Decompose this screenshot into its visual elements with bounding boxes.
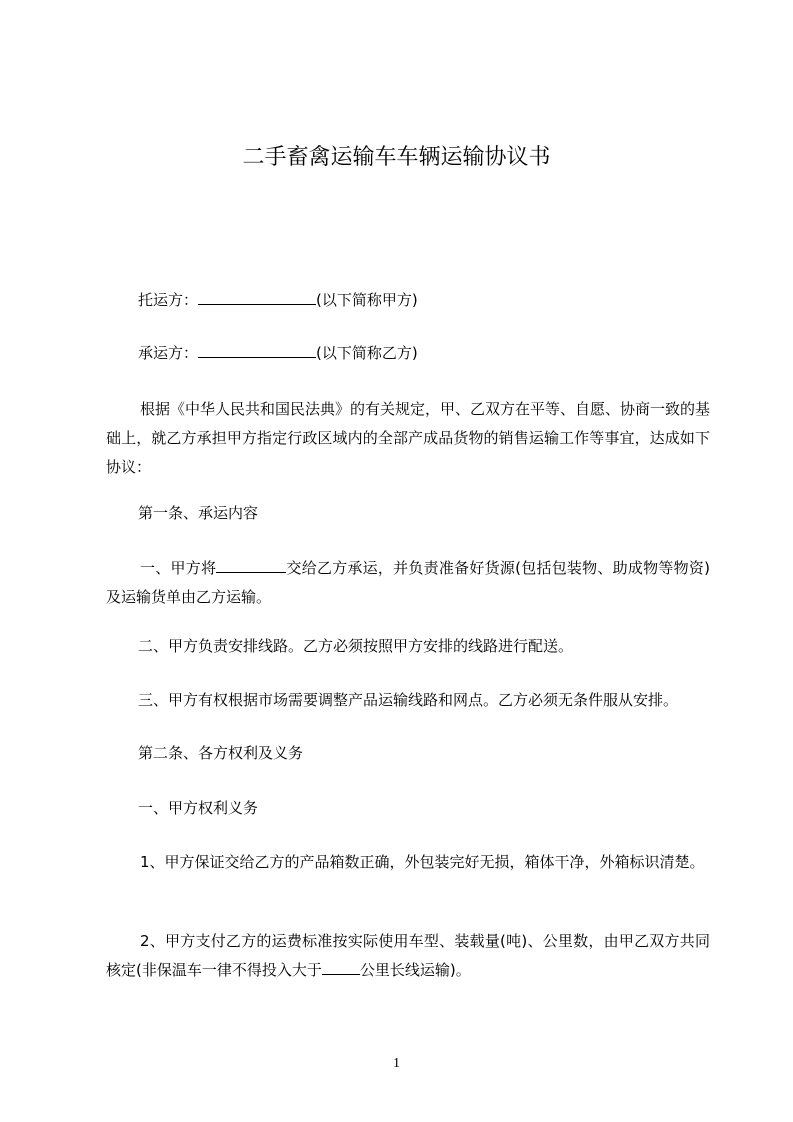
consignor-note: (以下简称甲方) xyxy=(316,291,418,309)
goods-blank xyxy=(216,557,286,573)
carrier-blank xyxy=(198,342,316,358)
carrier-label: 承运方： xyxy=(138,344,199,362)
party-a-item-1: 1、甲方保证交给乙方的产品箱数正确，外包装完好无损，箱体干净，外箱标识清楚。 xyxy=(140,853,705,871)
article-2-heading: 第二条、各方权利及义务 xyxy=(138,744,304,762)
party-a-item-2 xyxy=(106,927,710,985)
consignor-label: 托运方： xyxy=(138,291,199,309)
carrier-line xyxy=(106,339,710,368)
article-1-clause-3: 三、甲方有权根据市场需要调整产品运输线路和网点。乙方必须无条件服从安排。 xyxy=(138,691,679,709)
document-title: 二手畜禽运输车车辆运输协议书 xyxy=(242,145,551,170)
consignor-line xyxy=(106,286,710,315)
page-number: 1 xyxy=(393,1056,400,1071)
consignor-blank xyxy=(198,289,316,305)
carrier-note: (以下简称乙方) xyxy=(316,344,418,362)
clause-1-pre: 一、甲方将 xyxy=(140,559,217,577)
item-2-post: 公里长线运输)。 xyxy=(359,961,471,979)
distance-blank xyxy=(322,959,360,975)
item-2-pre: 2、甲方支付乙方的运费标准按实际使用车型、装载量(吨)、公里数，由甲乙双方共同核定(非保温车一律不得投入大于 xyxy=(106,932,710,979)
article-1-clause-2: 二、甲方负责安排线路。乙方必须按照甲方安排的线路进行配送。 xyxy=(138,637,574,655)
article-1-clause-1 xyxy=(106,554,710,612)
article-1-heading: 第一条、承运内容 xyxy=(138,504,259,522)
clause-1-post: 交给乙方承运，并负责准备好货源(包括包装物、助成物等物资)及运输货单由乙方运输。 xyxy=(106,559,710,606)
party-a-rights-heading: 一、甲方权利义务 xyxy=(138,799,259,817)
preamble-paragraph: 根据《中华人民共和国民法典》的有关规定，甲、乙双方在平等、自愿、协商一致的基础上，就乙方承担甲方指定行政区域内的全部产成品货物的销售运输工作等事宜，达成如下协议： xyxy=(106,400,711,476)
